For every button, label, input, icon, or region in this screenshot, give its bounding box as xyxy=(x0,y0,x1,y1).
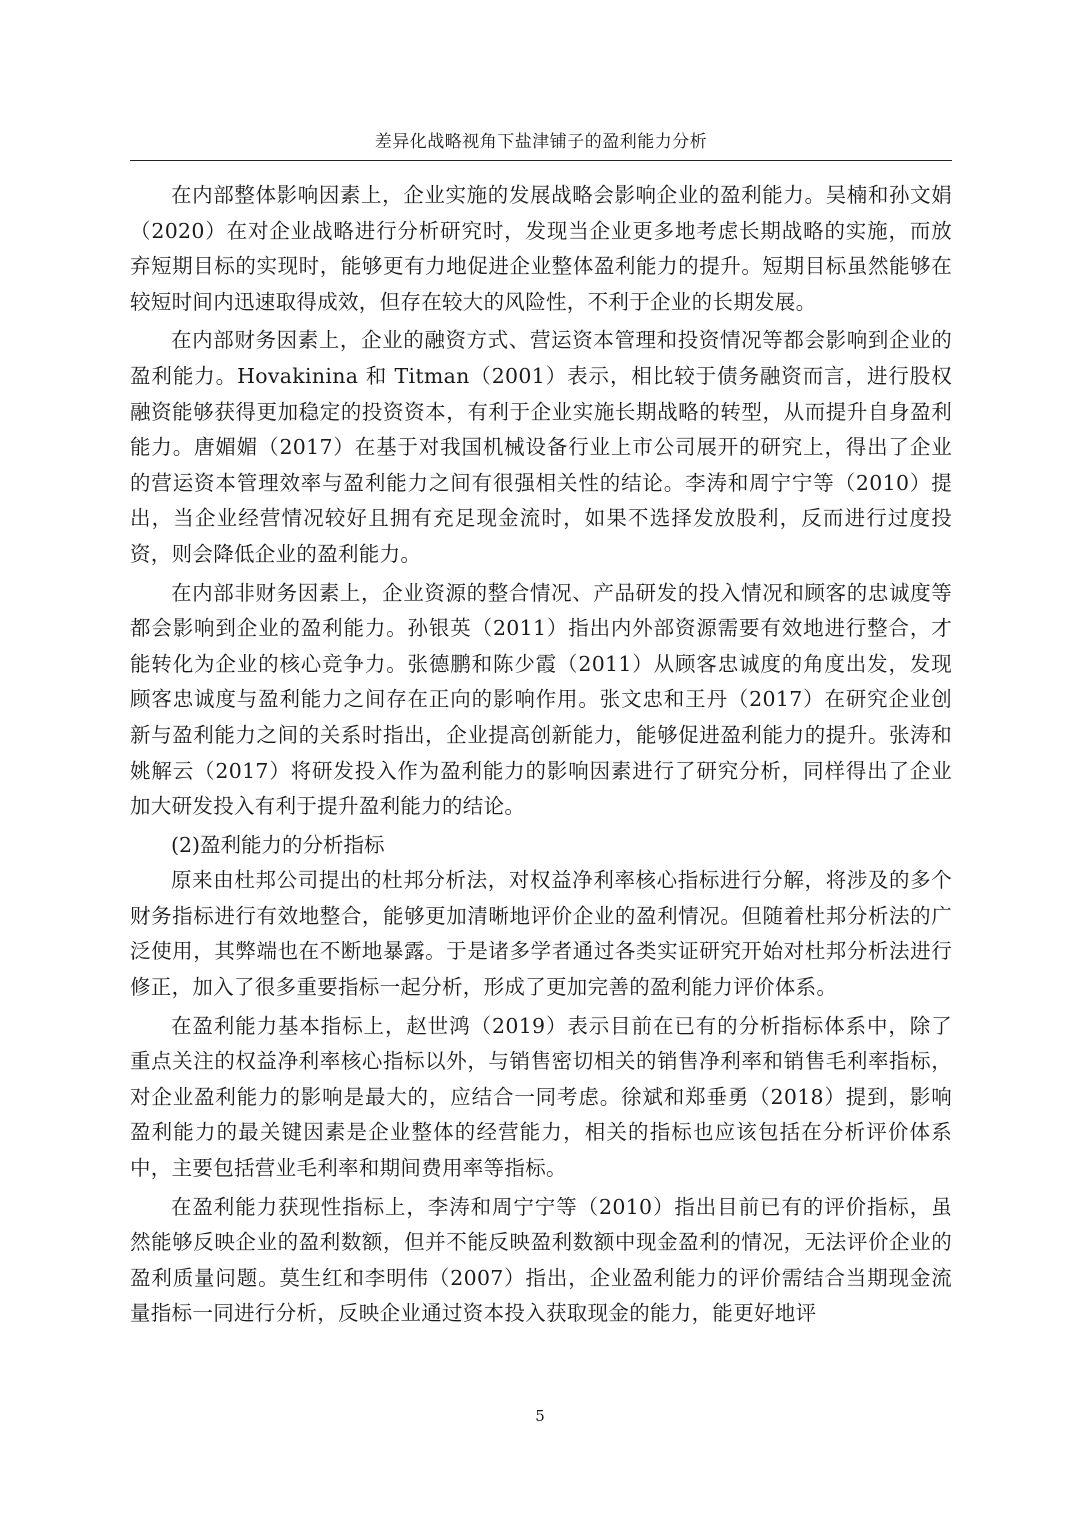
section-subheading: (2)盈利能力的分析指标 xyxy=(171,832,385,857)
running-header: 差异化战略视角下盐津铺子的盈利能力分析 xyxy=(374,132,708,152)
paragraph-cash-indicators: 在盈利能力获现性指标上，李涛和周宁宁等（2010）指出目前已有的评价指标，虽然能够反映企业的盈利数额，但并不能反映盈利数额中现金盈利的情况，无法评价企业的盈利质量问题。莫生红和李明伟（2007）指出，企业盈利能力的评价需结合当期现金流量指标一同进行分析，反映企业通过资本投入获取现金的能力，能更好地评 xyxy=(130,1194,952,1326)
page-body xyxy=(130,178,952,1332)
paragraph-basic-indicators: 在盈利能力基本指标上，赵世鸿（2019）表示目前在已有的分析指标体系中，除了重点关注的权益净利率核心指标以外，与销售密切相关的销售净利率和销售毛利率指标，对企业盈利能力的影响是最大的，应结合一同考虑。徐斌和郑垂勇（2018）提到，影响盈利能力的最关键因素是企业整体的经营能力，相关的指标也应该包括在分析评价体系中，主要包括营业毛利率和期间费用率等指标。 xyxy=(130,1013,952,1181)
paragraph-overall-factors: 在内部整体影响因素上，企业实施的发展战略会影响企业的盈利能力。吴楠和孙文娟（2020）在对企业战略进行分析研究时，发现当企业更多地考虑长期战略的实施，而放弃短期目标的实现时，能够更有力地促进企业整体盈利能力的提升。短期目标虽然能够在较短时间内迅速取得成效，但存在较大的风险性，不利于企业的长期发展。 xyxy=(130,183,952,314)
header-rule xyxy=(130,160,952,161)
paragraph-dupont-analysis: 原来由杜邦公司提出的杜邦分析法，对权益净利率核心指标进行分解，将涉及的多个财务指标进行有效地整合，能够更加清晰地评价企业的盈利情况。但随着杜邦分析法的广泛使用，其弊端也在不断地暴露。于是诸多学者通过各类实证研究开始对杜邦分析法进行修正，加入了很多重要指标一起分析，形成了更加完善的盈利能力评价体系。 xyxy=(130,868,952,1000)
paragraph-nonfinancial-factors: 在内部非财务因素上，企业资源的整合情况、产品研发的投入情况和顾客的忠诚度等都会影响到企业的盈利能力。孙银英（2011）指出内外部资源需要有效地进行整合，才能转化为企业的核心竞争力。张德鹏和陈少霞（2011）从顾客忠诚度的角度出发，发现顾客忠诚度与盈利能力之间存在正向的影响作用。张文忠和王丹（2017）在研究企业创新与盈利能力之间的关系时指出，企业提高创新能力，能够促进盈利能力的提升。张涛和姚解云（2017）将研发投入作为盈利能力的影响因素进行了研究分析，同样得出了企业加大研发投入有利于提升盈利能力的结论。 xyxy=(130,580,952,819)
page-number: 5 xyxy=(535,1407,545,1425)
paragraph-financial-factors: 在内部财务因素上，企业的融资方式、营运资本管理和投资情况等都会影响到企业的盈利能力。Hovakinina 和 Titman（2001）表示，相比较于债务融资而言，进行股权融资能够获得更加稳定的投资资本，有利于企业实施长期战略的转型，从而提升自身盈利能力。唐媚媚（2017）在基于对我国机械设备行业上市公司展开的研究上，得出了企业的营运资本管理效率与盈利能力之间有很强相关性的结论。李涛和周宁宁等（2010）提出，当企业经营情况较好且拥有充足现金流时，如果不选择发放股利，反而进行过度投资，则会降低企业的盈利能力。 xyxy=(130,328,952,566)
